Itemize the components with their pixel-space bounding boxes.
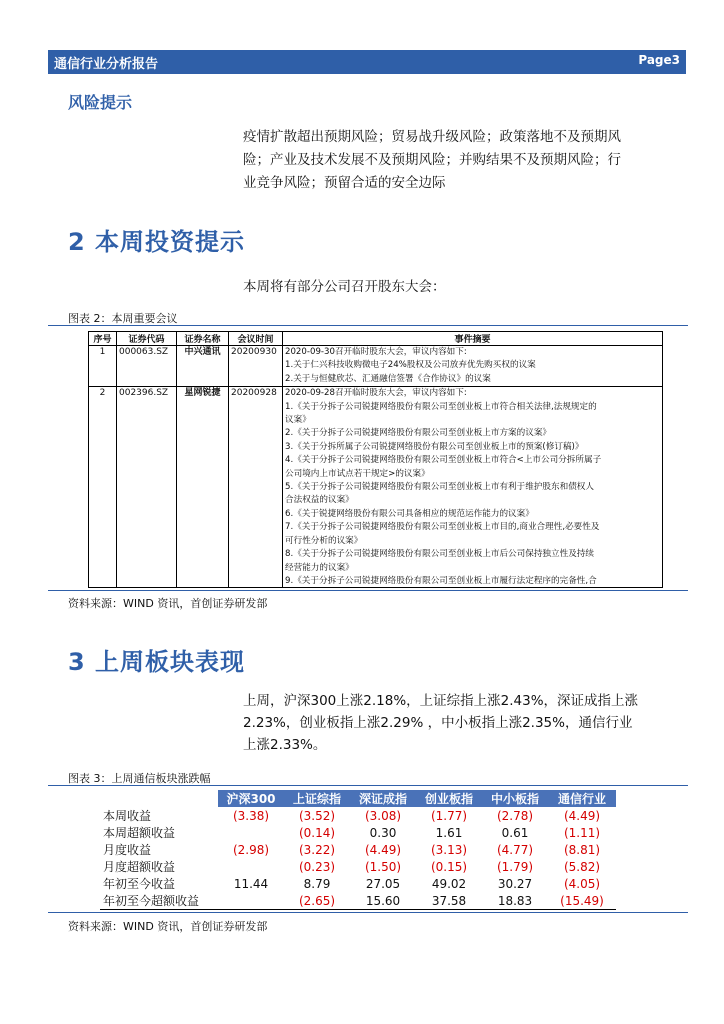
section-3-heading: 3 上周板块表现 bbox=[68, 648, 246, 676]
figure-3-source: 资料来源：WIND 资讯，首创证券研发部 bbox=[68, 920, 268, 933]
paragraph-line: 2.23%，创业板指上涨2.29% ，中小板指上涨2.35%，通信行业 bbox=[243, 715, 633, 731]
figure-2-source: 资料来源：WIND 资讯，首创证券研发部 bbox=[68, 597, 268, 610]
table-cell: (3.13) bbox=[430, 842, 468, 857]
table-cell: 1.61 bbox=[435, 825, 463, 840]
row-label: 年初至今超额收益 bbox=[100, 892, 218, 910]
row-label: 年初至今收益 bbox=[103, 877, 176, 891]
event-line: 7.《关于分拆子公司锐捷网络股份有限公司至创业板上市目的,商业合理性,必要性及 bbox=[285, 522, 600, 533]
table-cell: 27.05 bbox=[365, 876, 401, 891]
event-line: 公司境内上市试点若干规定>的议案》 bbox=[285, 468, 430, 479]
table-cell: (0.23) bbox=[298, 859, 336, 874]
col-header-sh-composite: 上证综指 bbox=[284, 790, 350, 807]
table-cell: (1.77) bbox=[430, 808, 468, 823]
event-line: 议案》 bbox=[285, 415, 311, 426]
row-events bbox=[283, 346, 663, 387]
event-line: 2.关于与恒健欣芯、汇通融信签署《合作协议》的议案 bbox=[285, 373, 491, 384]
row-label: 本周收益 bbox=[103, 809, 152, 823]
table-cell: (2.65) bbox=[284, 892, 350, 910]
event-line: 8.《关于分拆子公司锐捷网络股份有限公司至创业板上市后公司保持独立性及持续 bbox=[285, 549, 594, 560]
table-cell: 11.44 bbox=[233, 876, 269, 891]
row-no: 2 bbox=[89, 387, 117, 588]
table-row bbox=[100, 875, 616, 892]
header-blank-cell bbox=[100, 790, 218, 807]
table-cell: (0.14) bbox=[298, 825, 336, 840]
table-cell: (2.78) bbox=[496, 808, 534, 823]
row-code: 000063.SZ bbox=[117, 346, 177, 387]
table-row bbox=[89, 346, 663, 387]
table-cell: (4.49) bbox=[563, 808, 601, 823]
table-cell: 8.79 bbox=[303, 876, 331, 891]
table-cell: 37.58 bbox=[416, 892, 482, 910]
table-cell: 0.61 bbox=[501, 825, 529, 840]
table-cell: (4.05) bbox=[563, 876, 601, 891]
table-cell: (3.52) bbox=[298, 808, 336, 823]
row-date: 20200928 bbox=[229, 387, 283, 588]
risk-heading: 风险提示 bbox=[68, 93, 133, 112]
col-header-event: 事件摘要 bbox=[283, 332, 663, 346]
event-line: 2.《关于分拆子公司锐捷网络股份有限公司至创业板上市方案的议案》 bbox=[285, 428, 552, 439]
table-cell bbox=[218, 858, 284, 875]
table-row bbox=[100, 841, 616, 858]
table-cell: (8.81) bbox=[563, 842, 601, 857]
row-name: 中兴通讯 bbox=[177, 346, 229, 387]
row-label: 本周超额收益 bbox=[103, 826, 176, 840]
table-cell: 49.02 bbox=[431, 876, 467, 891]
event-line: 2020-09-30召开临时股东大会，审议内容如下: bbox=[285, 347, 467, 357]
row-no: 1 bbox=[89, 346, 117, 387]
sector-table-header bbox=[100, 790, 616, 807]
risk-line: 疫情扩散超出预期风险；贸易战升级风险；政策落地不及预期风 bbox=[243, 129, 621, 145]
sector-performance-table bbox=[100, 790, 616, 910]
row-label: 月度超额收益 bbox=[103, 860, 176, 874]
table-cell: 0.30 bbox=[369, 825, 397, 840]
risk-line: 业竞争风险；预留合适的安全边际 bbox=[243, 175, 446, 191]
meeting-table bbox=[88, 331, 663, 588]
table-cell: (5.82) bbox=[563, 859, 601, 874]
table-cell: 18.83 bbox=[482, 892, 548, 910]
col-header-name: 证券名称 bbox=[177, 332, 229, 346]
table-cell: 30.27 bbox=[497, 876, 533, 891]
figure-3-caption: 图表 3：上周通信板块涨跌幅 bbox=[68, 772, 211, 785]
event-line: 可行性分析的议案》 bbox=[285, 535, 363, 546]
table-cell bbox=[218, 892, 284, 910]
table-cell: (1.50) bbox=[364, 859, 402, 874]
row-date: 20200930 bbox=[229, 346, 283, 387]
figure-3-top-rule bbox=[48, 785, 688, 786]
risk-paragraph bbox=[243, 126, 663, 195]
event-line: 合法权益的议案》 bbox=[285, 495, 354, 506]
event-line: 5.《关于分拆子公司锐捷网络股份有限公司至创业板上市有利于维护股东和债权人 bbox=[285, 482, 594, 493]
page-number: Page3 bbox=[638, 53, 680, 67]
event-line: 1.关于仁兴科技收购微电子24%股权及公司放弃优先购买权的议案 bbox=[285, 360, 536, 371]
report-title: 通信行业分析报告 bbox=[54, 57, 159, 72]
table-row bbox=[89, 387, 663, 588]
section-2-intro: 本周将有部分公司召开股东大会： bbox=[243, 279, 446, 295]
table-row bbox=[100, 807, 616, 824]
figure-2-caption: 图表 2：本周重要会议 bbox=[68, 312, 178, 325]
table-row bbox=[100, 892, 616, 910]
table-cell: (3.38) bbox=[232, 808, 270, 823]
col-header-telecom: 通信行业 bbox=[548, 790, 616, 807]
table-cell: (3.08) bbox=[364, 808, 402, 823]
table-cell: (4.49) bbox=[364, 842, 402, 857]
risk-line: 险；产业及技术发展不及预期风险；并购结果不及预期风险；行 bbox=[243, 152, 621, 168]
event-line: 1.《关于分拆子公司锐捷网络股份有限公司至创业板上市符合相关法律,法规规定的 bbox=[285, 401, 597, 412]
table-cell: (1.11) bbox=[563, 825, 601, 840]
paragraph-line: 上周，沪深300上涨2.18%，上证综指上涨2.43%，深证成指上涨 bbox=[243, 693, 639, 709]
figure-2-top-rule bbox=[48, 325, 688, 326]
col-header-chinext: 创业板指 bbox=[416, 790, 482, 807]
col-header-sz-component: 深证成指 bbox=[350, 790, 416, 807]
event-line: 4.《关于分拆子公司锐捷网络股份有限公司至创业板上市符合<上市公司分拆所属子 bbox=[285, 455, 602, 466]
col-header-no: 序号 bbox=[89, 332, 117, 346]
table-row bbox=[100, 824, 616, 841]
report-header bbox=[48, 50, 686, 74]
table-cell: 15.60 bbox=[350, 892, 416, 910]
col-header-date: 会议时间 bbox=[229, 332, 283, 346]
table-cell: (3.22) bbox=[298, 842, 336, 857]
event-line: 3.《关于分拆所属子公司锐捷网络股份有限公司至创业板上市的预案(修订稿)》 bbox=[285, 441, 584, 452]
table-cell: (0.15) bbox=[430, 859, 468, 874]
section-3-paragraph bbox=[243, 690, 663, 756]
event-line: 6.《关于锐捷网络股份有限公司具备相应的规范运作能力的议案》 bbox=[285, 508, 534, 519]
col-header-sme: 中小板指 bbox=[482, 790, 548, 807]
event-line: 经营能力的议案》 bbox=[285, 562, 354, 573]
figure-3-bottom-rule bbox=[48, 912, 688, 913]
event-line: 2020-09-28召开临时股东大会，审议内容如下: bbox=[285, 388, 467, 399]
table-cell bbox=[218, 824, 284, 841]
section-2-heading: 2 本周投资提示 bbox=[68, 228, 246, 256]
table-cell: (4.77) bbox=[496, 842, 534, 857]
meeting-table-header bbox=[89, 332, 663, 346]
table-cell: (1.79) bbox=[496, 859, 534, 874]
paragraph-line: 上涨2.33%。 bbox=[243, 737, 327, 753]
row-events bbox=[283, 387, 663, 588]
col-header-code: 证券代码 bbox=[117, 332, 177, 346]
table-cell: (2.98) bbox=[232, 842, 270, 857]
event-line: 9.《关于分拆子公司锐捷网络股份有限公司至创业板上市履行法定程序的完备性,合 bbox=[285, 575, 597, 586]
col-header-hs300: 沪深300 bbox=[218, 790, 284, 807]
table-cell: (15.49) bbox=[548, 892, 616, 910]
figure-2-bottom-rule bbox=[48, 590, 688, 591]
row-name: 星网锐捷 bbox=[177, 387, 229, 588]
row-code: 002396.SZ bbox=[117, 387, 177, 588]
table-row bbox=[100, 858, 616, 875]
row-label: 月度收益 bbox=[103, 843, 152, 857]
